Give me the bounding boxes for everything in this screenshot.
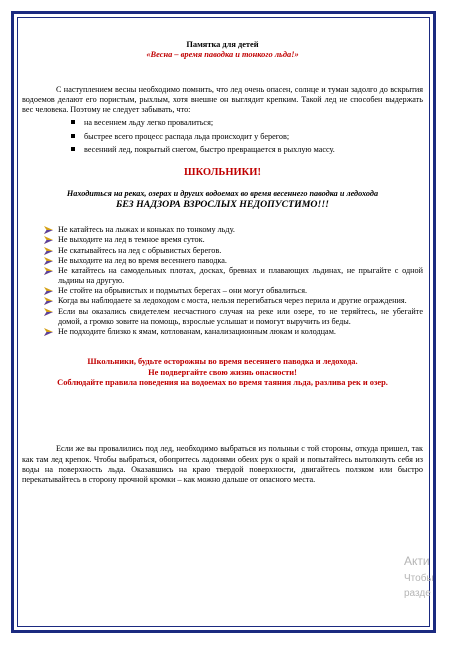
arrow-bullet-icon [44,267,53,275]
arrow-bullet-icon [44,308,53,316]
warning-line: Школьники, будьте осторожны во время весеннего паводка и ледохода. [87,357,358,367]
arrow-bullet-icon [44,328,53,336]
memo-subtitle: «Весна – время паводка и тонкого льда!» [146,50,299,60]
fact-item: весенний лед, покрытый снегом, быстро превращается в рыхлую массу. [84,145,423,155]
arrow-bullet-icon [44,247,53,255]
arrow-bullet-icon [44,287,53,295]
warning-line: Соблюдайте правила поведения на водоемах во время таяния льда, разлива рек и озер. [57,377,388,387]
rules-list [22,225,423,337]
arrow-bullet-icon [44,297,53,305]
rule-item: Когда вы наблюдаете за ледоходом с моста, нельзя перегибаться через перила и другие ограждения. [58,296,423,306]
rule-item: Не выходите на лед во время весеннего паводка. [58,256,423,266]
rule-item: Если вы оказались свидетелем несчастного случая на реке или озере, то не теряйтесь, не убегайте домой, а громко зовите на помощь, взрослые услышат и помогут выручить из беды. [58,307,423,327]
arrow-bullet-icon [44,226,53,234]
warning-line: Не подвергайте свою жизнь опасности! [148,367,297,377]
memo-document [22,40,423,485]
rule-item: Не катайтесь на самодельных плотах, досках, бревнах и плавающих льдинах, не прыгайте с одной льдины на другую. [58,266,423,286]
fact-item: быстрее всего процесс распада льда происходит у берегов; [84,132,423,142]
square-bullet-icon [71,147,75,151]
warning-block [22,357,423,388]
intro-paragraph: С наступлением весны необходимо помнить, что лед очень опасен, солнце и туман задолго до вскрытия водоемов делают его пористым, рыхлым, хотя внешне он выглядит крепким. Такой лед не способен выдержать вес человека. Поэтому не следует забывать, что: [22,84,423,115]
rule-item: Не скатывайтесь на лед с обрывистых берегов. [58,246,423,256]
rescue-paragraph: Если же вы провалились под лед, необходимо выбраться из полыньи с той стороны, откуда пришел, так как там лед крепок. Чтобы выбраться, обопритесь ладонями обеих рук о край и попытайтесь вытолкнуть себя из воды на поверхность льда. Оказавшись на краю твердой поверхности, двигайтесь ползком или быстро перекатывайтесь в сторону прочной кромки – как можно дальше от опасного места. [22,444,423,484]
rule-item: Не стойте на обрывистых и подмытых берегах – они могут обвалиться. [58,286,423,296]
memo-title: Памятка для детей [186,40,259,49]
rule-item: Не выходите на лед в темное время суток. [58,235,423,245]
square-bullet-icon [71,134,75,138]
rule-item: Не подходите близко к ямам, котлованам, канализационным люкам и колодцам. [58,327,423,337]
square-bullet-icon [71,120,75,124]
place-warning: Находиться на реках, озерах и других водоемах во время весеннего паводка и ледохода [66,188,379,198]
arrow-bullet-icon [44,236,53,244]
schoolchildren-heading: ШКОЛЬНИКИ! [184,166,261,178]
rule-item: Не катайтесь на лыжах и коньках по тонкому льду. [58,225,423,235]
forbidden-heading: БЕЗ НАДЗОРА ВЗРОСЛЫХ НЕДОПУСТИМО!!! [116,199,329,211]
windows-activation-watermark: Акти Чтобы разде [404,554,434,600]
fact-item: на весеннем льду легко провалиться; [84,118,423,128]
facts-list [22,118,423,155]
arrow-bullet-icon [44,257,53,265]
